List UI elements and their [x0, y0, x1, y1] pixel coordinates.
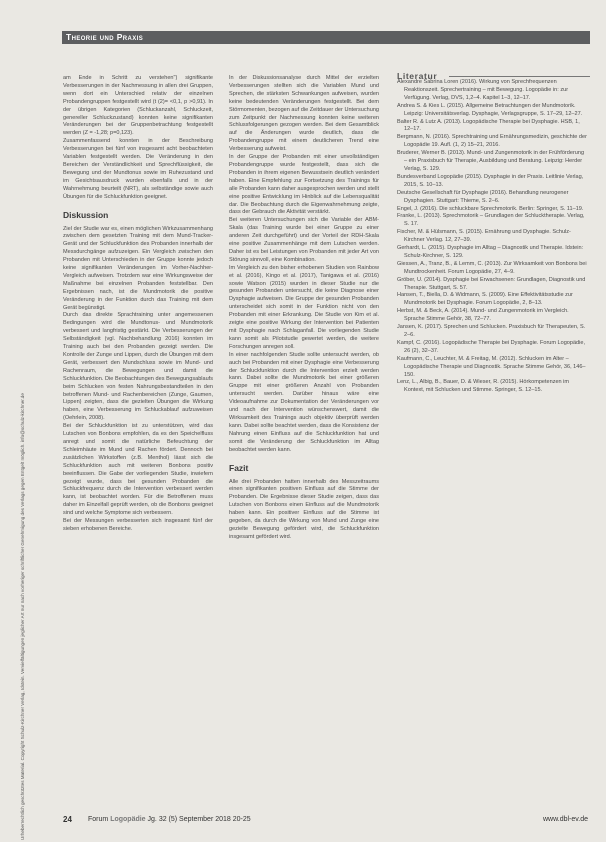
- reference-entry: Kaufmann, C., Leuchter, M. & Freitag, M. (2012). Schlucken im Alter – Logopädische Therapie und Diagnostik. Sprache Stimme Gehör, 36, 146–150.: [397, 355, 586, 378]
- reference-entry: Fischer, M. & Hülsmann, S. (2015). Ernährung und Dysphagie. Schulz-Kirchner Verlag. 12, 27–39.: [397, 229, 571, 244]
- page-number: 24: [63, 815, 72, 824]
- reference-entry: Alexandre Sabrina Loren (2016). Wirkung von Sprechfrequenzen Reaktionszeit. Sprechertraining – mit Bewegung. Logopädie in: zur Verfügung. Verlag, DVS, 1,2–4. Kapitel 1–3, 12–17.: [397, 79, 569, 101]
- paragraph: Ziel der Studie war es, einen möglichen Wirkzusammenhang zwischen dem gesetzten Training mit dem Mund-Tracker-Gerät und der Schluckfunktion des Probanden innerhalb der Messdurchgänge aufzuzeigen. Ein Vergleich zwischen den Probanden mit Unterschieden in der Gruppe konnte jedoch keine signifikanten Veränderungen im Vorher-Nachher-Vergleich aufweisen. Trotzdem war eine Wirkungsweise der Maßnahme bei einzelnen Probanden feststellbar. Den Ergebnissen nach, ist die Mundmotorik die positive Veränderung in der Funktion durch das Training mit dem Gerät begünstigt.: [63, 225, 213, 311]
- text-column-1: [63, 75, 213, 534]
- paragraph: Durch das direkte Sprachtraining unter angemessenen Bedingungen wird die Mundtonus- und Mundmotorik verbessert und langfristig gestärkt. Die Verbesserungen der Selbständigkeit (vgl. Nachbehandlung 2016) konnten im Training auch bei den Probanden gezeigt werden. Die Kontrolle der Zunge und Lippen, durch die Übungen mit dem Gerät, verbessert den Mundschluss sowie im Mund- und Rachenraum, die Bewegungen und damit die Schluckfunktion. Die Beobachtungen des Bewegungsablaufs beim Schlucken von festen Nahrungsbestandteilen in den betroffenen Mund- und Rachenbereichen (Zunge, Gaumen, Lippen) zeigten, dass die gezielten Übungen die Wirkung haben, eine Verbesserung im Schluckablauf aufzuweisen (Oehrlein, 2008).: [63, 312, 213, 422]
- literature-rule: [449, 76, 590, 77]
- journal-prefix: Forum: [88, 816, 109, 823]
- paragraph: Bei weiteren Untersuchungen sich die Variable der ABM-Skala (das Training wurde bei einer Gruppe zu einer anderen Zeit durchgeführt) und der Vorteil der RDH-Skala eine positive Zusammenhänge mit dem Lutschen werden. Daher ist es bei Leistungen von Probanden mit jeder Art von Störung sinnvoll, eine Kombination.: [229, 217, 379, 263]
- reference-entry: Lenz, L., Albig, B., Bauer, D. & Wieser, R. (2015). Hörkompetenzen im Kontext, mit Schlucken und Stimme. Springer, S. 12–15.: [397, 379, 570, 394]
- reference-entry: Franke, L. (2013). Sprechmotorik – Grundlagen der Schlucktherapie. Verlag, S. 17.: [397, 213, 585, 228]
- journal-brand: Logopädie: [110, 816, 146, 823]
- website-link[interactable]: www.dbl-ev.de: [542, 816, 588, 823]
- paragraph: In einer nachfolgenden Studie sollte untersucht werden, ob auch bei Probanden mit einer Dysphagie eine Verbesserung der Schluckfunktion durch die Intervention erzielt werden kann. Dabei sollte die Mundmotorik bei einer größeren Gruppe mit einer größeren Anzahl von Probanden untersucht werden. Darüber hinaus wäre eine Videoaufnahme zur Dokumentation der Veränderungen vor und nach der Intervention wünschenswert, damit die Wirksamkeit des Trainings auch objektiv überprüft werden kann. Dabei sollte beachtet werden, dass die Konsistenz der Nahrung einen Einfluss auf die Schluckfunktion hat und somit die Veränderung der Schluckfunktion im Alltag beobachtet werden kann.: [229, 351, 379, 453]
- section-title: Theorie und Praxis: [66, 32, 144, 42]
- reference-entry: Gerhardt, L. (2015). Dysphagie im Alltag – Diagnostik und Therapie. Idstein: Schulz-Kirchner, S. 129.: [397, 245, 584, 259]
- paragraph: Alle drei Probanden hatten innerhalb des Messzeitraums einen signifikanten positiven Einfluss auf die Stimme der Probanden. Die Ergebnisse dieser Studie zeigen, dass das Lutschen von Bonbons einen Einfluss auf die Mundmotorik haben kann. Ein positiver Einfluss auf die Stimme ist gegeben, da durch die Wirkung von Mund und Zunge eine gezielte Bewegung gefördert wird, die Schluckfunktion insgesamt gefördert wird.: [229, 478, 379, 540]
- text-column-2: [229, 75, 379, 542]
- reference-entry: Kampf, C. (2016). Logopädische Therapie bei Dysphagie. Forum Logopädie, 26 (2), 32–37.: [397, 339, 585, 354]
- literature-heading: Literatur: [397, 71, 438, 81]
- paragraph: Zusammenfassend konnten in der Beschreibung Verbesserungen bei fünf von insgesamt acht beobachteten Variablen festgestellt werden. Die Veränderung in den Bereichen der Verständlichkeit und Sprechflüssigkeit, die Bewegung und der Mundtonus sowie im Ruhezustand und im Gesichtsausdruck wurden ebenfalls und in der Wahrnehmung beurteilt (NRT), als selbständige sowie auch Übungen für die Schluckfunktion geeignet.: [63, 138, 213, 200]
- journal-line: [88, 816, 251, 823]
- copyright-note: Urheberrechtlich geschütztes Material. Copyright Schulz-Kirchner Verlag, Idstein. Vervielfältigungen jeglicher Art nur nach vorheriger schriftlicher Genehmigung des Verlags gegen Entgelt möglich. info@schulz-kirchner.de: [20, 393, 25, 840]
- paragraph: Bei der Schluckfunktion ist zu unterstützen, wird das Lutschen von Bonbons empfohlen, da es den Speichelfluss anregt und somit die natürliche Befeuchtung der Schleimhäute im Mund und Rachen fördert. Dennoch bei zusätzlichen Wirkstoffen (z.B. Menthol) lässt sich die Schluckfunktion auch mit weiteren Bonbons positiv beeinflussen. Die Gabe der vorliegenden Studie, inwiefern gezeigt wurde, dass bei gesunden Probanden die Schluckfrequenz durch die Intervention verbessert werden kann, ist beobachtet worden. Für die Betroffenen muss daher im Einzelfall geprüft werden, ob die Bonbons geeignet sind und welche Symptome sich verbessern.: [63, 423, 213, 517]
- section-heading-fazit: Fazit: [229, 462, 249, 473]
- reference-entry: Bruderer, Werner B. (2013). Mund- und Zungenmotorik in der Frühförderung – ein Praxisbuch für Therapie, Ausbildung und Beratung. Leipzig: Herder Verlag, S. 129.: [397, 150, 585, 172]
- reference-entry: Hansen, T., Biella, D. & Widmann, S. (2009). Eine Effektivitätsstudie zur Mundmotorik bei Dysphagie. Forum Logopädie, 2, 8–13.: [397, 292, 573, 307]
- reference-entry: Bergmann, N. (2016). Sprechtraining und Ernährungsmedizin, geschichte der Logopädie 19. Aufl. (1, 2) 15–21, 2016.: [397, 134, 587, 149]
- reference-entry: Deutsche Gesellschaft für Dysphagie (2016). Behandlung neurogener Dysphagien. Stuttgart: Thieme, S. 2–6.: [397, 189, 569, 204]
- section-heading-diskussion: Diskussion: [63, 209, 109, 220]
- reference-entry: Jansen, K. (2017). Sprechen und Schlucken. Praxisbuch für Therapeuten, S. 2–6.: [397, 324, 586, 338]
- reference-entry: Gröber, U. (2014). Dysphagie bei Erwachsenen: Grundlagen, Diagnostik und Therapie. Stuttgart, S. 57.: [397, 276, 586, 291]
- reference-entry: Bundesverband Logopädie (2015). Dysphagie in der Praxis. Leitlinie Verlag, 2015, S. 10–13.: [397, 173, 584, 188]
- reference-list: [397, 79, 587, 395]
- reference-entry: Engel, J. (2016). Die schluckbare Sprechmotorik. Berlin: Springer, S. 11–19.: [397, 205, 584, 212]
- reference-entry: Herbst, M. & Beck, A. (2014). Mund- und Zungenmotorik im Vergleich. Sprache Stimme Gehör, 38, 72–77.: [397, 308, 569, 323]
- journal-issue: Jg. 32 (5) September 2018 20-25: [147, 816, 251, 823]
- paragraph: In der Gruppe der Probanden mit einer unvollständigen Probandengruppe wurde festgestellt, dass sich die Probanden in ihrem eigenen Bewusstsein deutlich verändert haben. Eine Empfehlung zur Fortsetzung des Trainings für alle Probanden kann daher ausgesprochen werden und stellt eine positive Entwicklung im Hinblick auf die Lebensqualität dar. Die Beobachtung durch die Eigenwahrnehmung zeigte, dass der Gebrauch die Aktivität verstärkt.: [229, 154, 379, 216]
- paragraph: am Ende in Schritt zu verstehen") signifikante Verbesserungen in der Nachmessung in allen drei Gruppen, wenn dort ein Unterschied relativ der einzelnen Probandengruppen festgestellt wird (t (2)= <0,1, p >0,91). In der übrigen Kategorien (Schluckanzahl, Schluckzeit, genereller Schluckzustand) konnten keine signifikanten Veränderungen bei der Gruppenbetrachtung festgestellt werden (Z = -1,28; p=0,123).: [63, 75, 213, 137]
- paragraph: Bei der Messungen verbesserten sich insgesamt fünf der sieben erhobenen Bereiche.: [63, 518, 213, 532]
- reference-entry: Balter R. & Lutz A. (2013). Logopädische Therapie bei Dysphagie. HSB, 1, 12–17.: [397, 118, 580, 133]
- reference-entry: Andrea S. & Kies L. (2015). Allgemeine Betrachtungen der Mundmotorik. Leipzig: Universitätsverlag. Dysphagie, Verlagsgruppe, S. 17–29, 12–27.: [397, 102, 583, 117]
- paragraph: In der Diskussionsanalyse durch Mittel der erzielten Verbesserungen stellten sich die Variablen Mund und Sprechen, die stärksten Schwankungen aufweisen, wurden keine bedeutenden Veränderungen festgestellt. Bei dem Störmomenten, bezogen auf die Zeitdauer der Untersuchung zum Zeitpunkt der Nachmessung konnten keine weiteren Schlussfolgerungen gezogen werden. Bei dem Gesamtblick auf die Änderungen wurde deutlich, dass die Probandengruppe mit einem deutlicheren Trend eine Verbesserung aufweist.: [229, 75, 379, 153]
- paragraph: Im Vergleich zu den bisher erhobenen Studien von Rainbow et al. (2016), Kingo et al. (2017), Tanigawa et al. (2016) sowie Watson (2015) wurden in dieser Studie nur die gesunden Probanden untersucht, die keine Diagnose einer Dysphagie aufweisen. Die Gruppe der gesunden Probanden unterscheidet sich somit in der Funktion nicht von den Probanden mit einer Erkrankung. Die Studie von Kim et al. zeigte eine positive Wirkung der Intervention bei Patienten mit Dysphagie nach Schlaganfall. Die vorliegenden Studie kann somit als Pilotstudie gewertet werden, die weitere Forschungen anregen soll.: [229, 264, 379, 350]
- reference-entry: Giessen, A., Tranz, B., & Lemm, C. (2013). Zur Wirksamkeit von Bonbons bei Mundtrockenheit. Forum Logopädie, 27, 4–9.: [397, 260, 587, 275]
